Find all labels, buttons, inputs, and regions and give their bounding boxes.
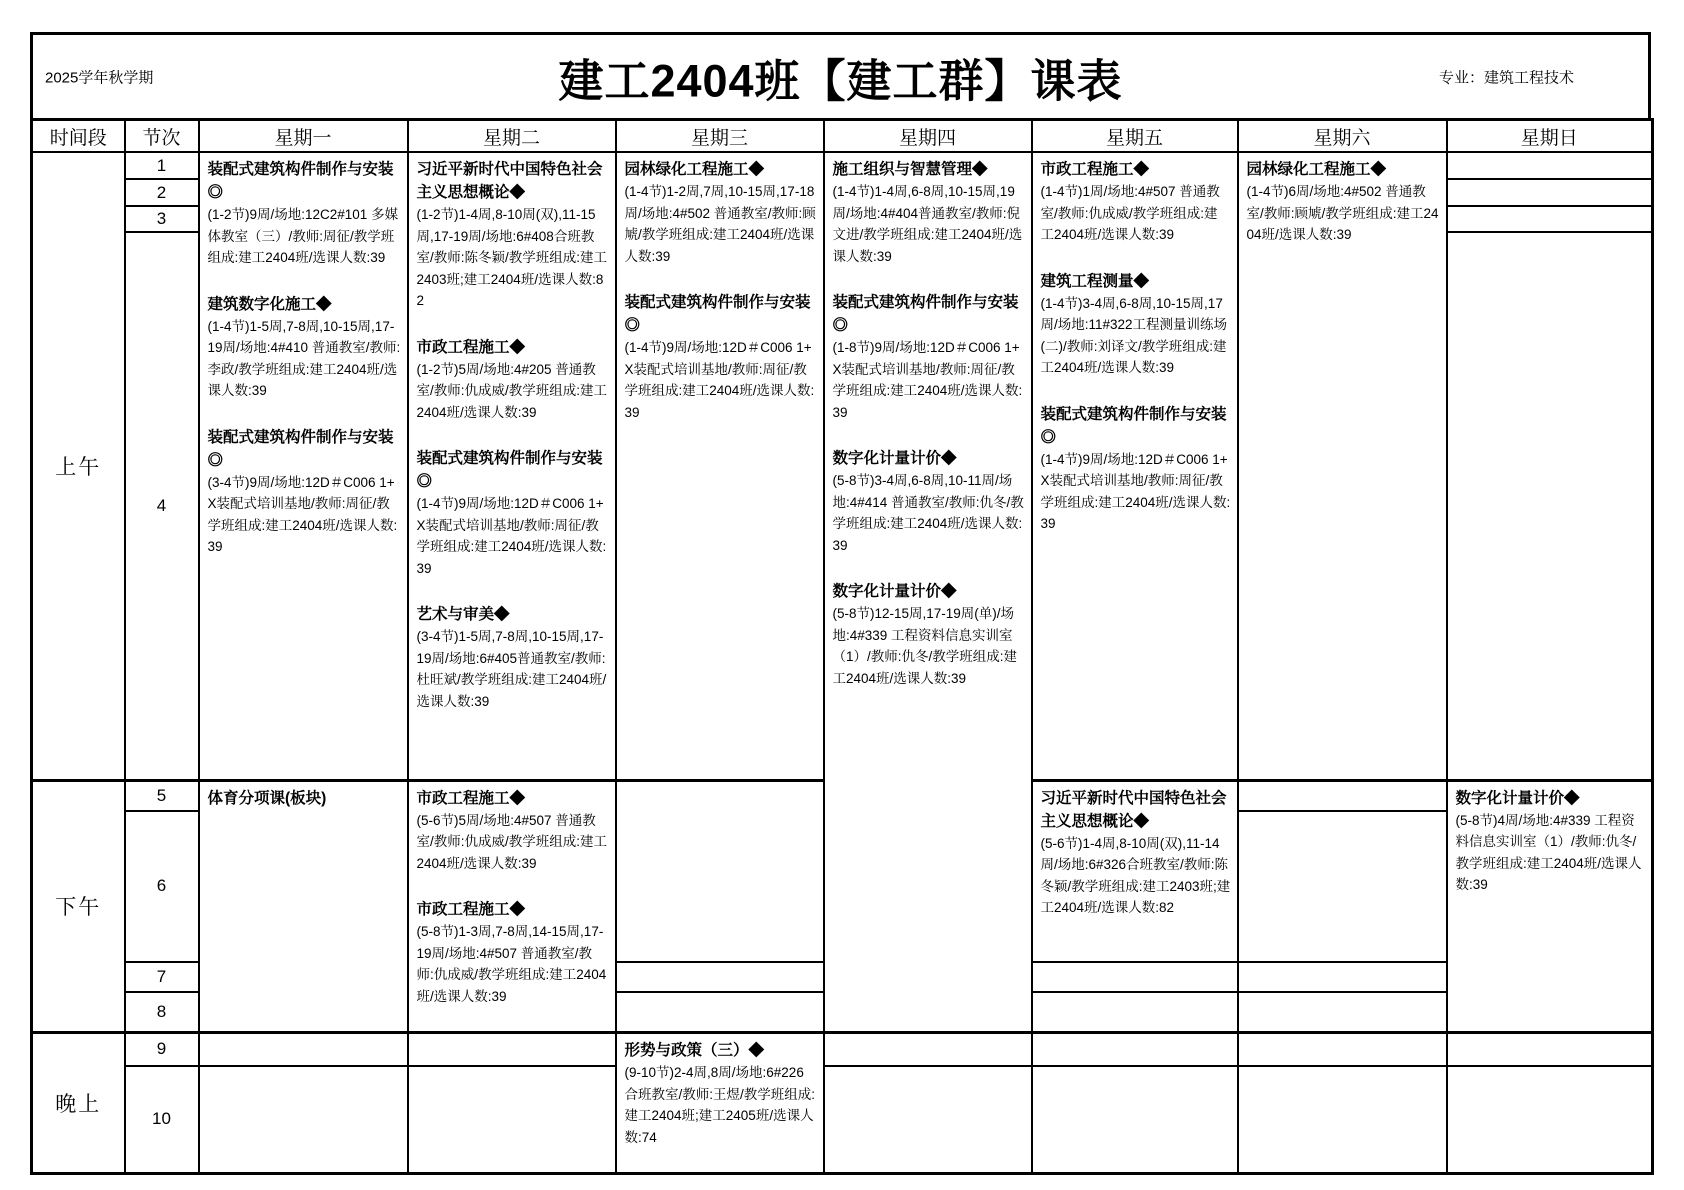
cell-tuesday-period9-empty	[408, 1033, 616, 1066]
course	[208, 293, 401, 402]
course-title: 建筑工程测量◆	[1040, 272, 1150, 290]
page-title: 建工2404班【建工群】课表	[558, 55, 1123, 106]
cell-tuesday-afternoon	[408, 780, 616, 1033]
course-title: 市政工程施工◆	[416, 789, 526, 807]
course-detail: (1-4节)1周/场地:4#507 普通教室/教师:仇成威/教学班组成:建工2404班/选课人数:39	[1040, 184, 1220, 242]
course-detail: (1-4节)1-5周,7-8周,10-15周,17-19周/场地:4#410 普通教室/教师:李政/教学班组成:建工2404班/选课人数:39	[207, 318, 401, 398]
course	[417, 898, 609, 1007]
cell-wednesday-period7-empty	[616, 962, 824, 992]
course	[625, 1039, 817, 1148]
cell-sunday-afternoon	[1447, 780, 1653, 1033]
course	[1041, 158, 1231, 246]
course	[208, 426, 401, 558]
section-morning-label: 上午	[32, 152, 125, 780]
header-thursday: 星期四	[824, 120, 1032, 153]
course	[833, 158, 1025, 267]
period-5: 5	[125, 780, 199, 811]
cell-friday-period8-empty	[1032, 992, 1238, 1033]
course-title: 装配式建筑构件制作与安装◎	[832, 294, 1019, 334]
course-detail: (1-4节)1-2周,7周,10-15周,17-18周/场地:4#502 普通教室/教师:顾虓/教学班组成:建工2404班/选课人数:39	[624, 184, 816, 264]
course-detail: (5-8节)4周/场地:4#339 工程资料信息实训室（1）/教师:仇冬/教学班组成:建工2404班/选课人数:39	[1455, 812, 1642, 892]
course-title: 施工组织与智慧管理◆	[832, 161, 988, 178]
cell-monday-morning	[199, 152, 408, 780]
course	[417, 336, 609, 424]
course-detail: (5-8节)12-15周,17-19周(单)/场地:4#339 工程资料信息实训室（1）/教师:仇冬/教学班组成:建工2404班/选课人数:39	[832, 606, 1018, 686]
header-wednesday: 星期三	[616, 120, 824, 153]
course-title: 数字化计量计价◆	[1455, 789, 1580, 807]
course-title: 习近平新时代中国特色社会主义思想概论◆	[1040, 789, 1227, 830]
course-title: 数字化计量计价◆	[832, 583, 957, 600]
course	[208, 787, 401, 810]
course	[833, 447, 1025, 556]
section-evening-label: 晚上	[32, 1033, 125, 1174]
course	[1041, 787, 1231, 919]
course-title: 市政工程施工◆	[416, 901, 526, 918]
cell-monday-afternoon	[199, 780, 408, 1033]
header-row	[32, 120, 1653, 153]
course	[1041, 403, 1231, 535]
course-detail: (1-4节)6周/场地:4#502 普通教室/教师:顾虓/教学班组成:建工2404班/选课人数:39	[1246, 184, 1439, 242]
course-title: 艺术与审美◆	[416, 606, 510, 623]
course-detail: (3-4节)1-5周,7-8周,10-15周,17-19周/场地:6#405普通教室/教师:杜旺斌/教学班组成:建工2404班/选课人数:39	[416, 629, 607, 709]
course-title: 市政工程施工◆	[416, 338, 526, 356]
cell-sunday-period4-empty	[1447, 232, 1653, 780]
course	[417, 603, 609, 712]
course-detail: (9-10节)2-4周,8周/场地:6#226合班教室/教师:王煜/教学班组成:建工2404班;建工2405班/选课人数:74	[624, 1065, 816, 1145]
cell-sunday-period2-empty	[1447, 179, 1653, 206]
course-title: 装配式建筑构件制作与安装◎	[207, 428, 394, 469]
course	[208, 158, 401, 269]
cell-friday-period10-empty	[1032, 1066, 1238, 1174]
cell-saturday-period8-empty	[1238, 992, 1447, 1033]
cell-tuesday-morning	[408, 152, 616, 780]
cell-wednesday-period8-empty	[616, 992, 824, 1033]
header-sunday: 星期日	[1447, 120, 1653, 153]
cell-sunday-period3-empty	[1447, 206, 1653, 232]
course-detail: (1-2节)1-4周,8-10周(双),11-15周,17-19周/场地:6#408合班教室/教师:陈冬颖/教学班组成:建工2403班;建工2404班/选课人数:82	[416, 207, 608, 308]
header-friday: 星期五	[1032, 120, 1238, 153]
timetable-sheet	[30, 32, 1651, 1175]
cell-sunday-period1-empty	[1447, 152, 1653, 179]
course-title: 体育分项课(板块)	[207, 789, 327, 807]
course-detail: (1-4节)9周/场地:12D＃C006 1+X装配式培训基地/教师:周征/教学班组成:建工2404班/选课人数:39	[1040, 451, 1231, 531]
cell-friday-period9-empty	[1032, 1033, 1238, 1066]
course	[833, 580, 1025, 689]
cell-wednesday-evening	[616, 1033, 824, 1174]
course-title: 装配式建筑构件制作与安装◎	[1040, 405, 1227, 446]
period-8: 8	[125, 992, 199, 1033]
cell-saturday-period10-empty	[1238, 1066, 1447, 1174]
cell-sunday-period10-empty	[1447, 1066, 1653, 1174]
course-title: 建筑数字化施工◆	[207, 295, 332, 313]
period-6: 6	[125, 811, 199, 961]
cell-friday-afternoon	[1032, 780, 1238, 962]
course	[1041, 270, 1231, 379]
cell-thursday-period10-empty	[824, 1066, 1032, 1174]
course-title: 数字化计量计价◆	[832, 450, 957, 467]
header-tuesday: 星期二	[408, 120, 616, 153]
cell-tuesday-period10-empty	[408, 1066, 616, 1174]
period-7: 7	[125, 962, 199, 992]
course	[417, 447, 609, 579]
cell-friday-period7-empty	[1032, 962, 1238, 992]
cell-friday-morning	[1032, 152, 1238, 780]
course-title: 市政工程施工◆	[1040, 161, 1150, 178]
course-title: 装配式建筑构件制作与安装◎	[207, 161, 394, 201]
course	[1247, 158, 1440, 246]
period-10: 10	[125, 1066, 199, 1174]
course-detail: (1-4节)3-4周,6-8周,10-15周,17周/场地:11#322工程测量训练场(二)/教师:刘译文/教学班组成:建工2404班/选课人数:39	[1040, 295, 1228, 375]
period-1: 1	[125, 152, 199, 179]
header-period: 节次	[125, 120, 199, 153]
course-detail: (1-2节)9周/场地:12C2#101 多媒体教室（三）/教师:周征/教学班组成:建工2404班/选课人数:39	[207, 207, 399, 265]
header-monday: 星期一	[199, 120, 408, 153]
cell-saturday-period9-empty	[1238, 1033, 1447, 1066]
course-detail: (5-8节)3-4周,6-8周,10-11周/场地:4#414 普通教室/教师:仇冬/教学班组成:建工2404班/选课人数:39	[832, 473, 1024, 553]
cell-saturday-period5-empty	[1238, 780, 1447, 811]
course-detail: (1-4节)1-4周,6-8周,10-15周,19周/场地:4#404普通教室/教师:倪文进/教学班组成:建工2404班/选课人数:39	[832, 184, 1023, 264]
course-detail: (3-4节)9周/场地:12D＃C006 1+X装配式培训基地/教师:周征/教学班组成:建工2404班/选课人数:39	[207, 474, 398, 554]
course-title: 形势与政策（三）◆	[624, 1042, 765, 1059]
cell-saturday-morning	[1238, 152, 1447, 780]
course	[833, 291, 1025, 423]
cell-wednesday-p5-6-empty	[616, 780, 824, 962]
course	[1456, 787, 1646, 896]
header-time-period: 时间段	[32, 120, 125, 153]
course-detail: (1-4节)9周/场地:12D＃C006 1+X装配式培训基地/教师:周征/教学班组成:建工2404班/选课人数:39	[624, 340, 815, 420]
period-3: 3	[125, 206, 199, 232]
cell-sunday-period9-empty	[1447, 1033, 1653, 1066]
cell-thursday-allday	[824, 152, 1032, 1033]
cell-monday-period9-empty	[199, 1033, 408, 1066]
course-title: 装配式建筑构件制作与安装◎	[416, 450, 603, 490]
course-detail: (1-2节)5周/场地:4#205 普通教室/教师:仇成威/教学班组成:建工2404班/选课人数:39	[416, 361, 608, 420]
cell-thursday-period9-empty	[824, 1033, 1032, 1066]
cell-saturday-period6-empty	[1238, 811, 1447, 961]
semester-label: 2025学年秋学期	[45, 69, 154, 86]
course-detail: (5-6节)1-4周,8-10周(双),11-14周/场地:6#326合班教室/教师:陈冬颖/教学班组成:建工2403班;建工2404班/选课人数:82	[1040, 835, 1231, 915]
cell-wednesday-morning	[616, 152, 824, 780]
period-9: 9	[125, 1033, 199, 1066]
major-label: 专业：建筑工程技术	[1438, 69, 1574, 86]
course	[625, 291, 817, 423]
course	[417, 158, 609, 312]
course-title: 装配式建筑构件制作与安装◎	[624, 294, 811, 334]
timetable	[30, 118, 1654, 1175]
period-2: 2	[125, 179, 199, 206]
cell-saturday-period7-empty	[1238, 962, 1447, 992]
course	[625, 158, 817, 267]
course-title: 园林绿化工程施工◆	[624, 161, 765, 178]
title-bar	[30, 32, 1651, 118]
course-detail: (1-8节)9周/场地:12D＃C006 1+X装配式培训基地/教师:周征/教学班组成:建工2404班/选课人数:39	[832, 340, 1023, 420]
course-detail: (5-8节)1-3周,7-8周,14-15周,17-19周/场地:4#507 普通教室/教师:仇成威/教学班组成:建工2404班/选课人数:39	[416, 924, 607, 1004]
cell-monday-period10-empty	[199, 1066, 408, 1174]
course-title: 园林绿化工程施工◆	[1246, 161, 1387, 178]
course-detail: (1-4节)9周/场地:12D＃C006 1+X装配式培训基地/教师:周征/教学班组成:建工2404班/选课人数:39	[416, 496, 607, 576]
section-afternoon-label: 下午	[32, 780, 125, 1033]
period-4: 4	[125, 232, 199, 780]
header-saturday: 星期六	[1238, 120, 1447, 153]
course-title: 习近平新时代中国特色社会主义思想概论◆	[416, 161, 603, 201]
course-detail: (5-6节)5周/场地:4#507 普通教室/教师:仇成威/教学班组成:建工2404班/选课人数:39	[416, 812, 608, 871]
course	[417, 787, 609, 875]
